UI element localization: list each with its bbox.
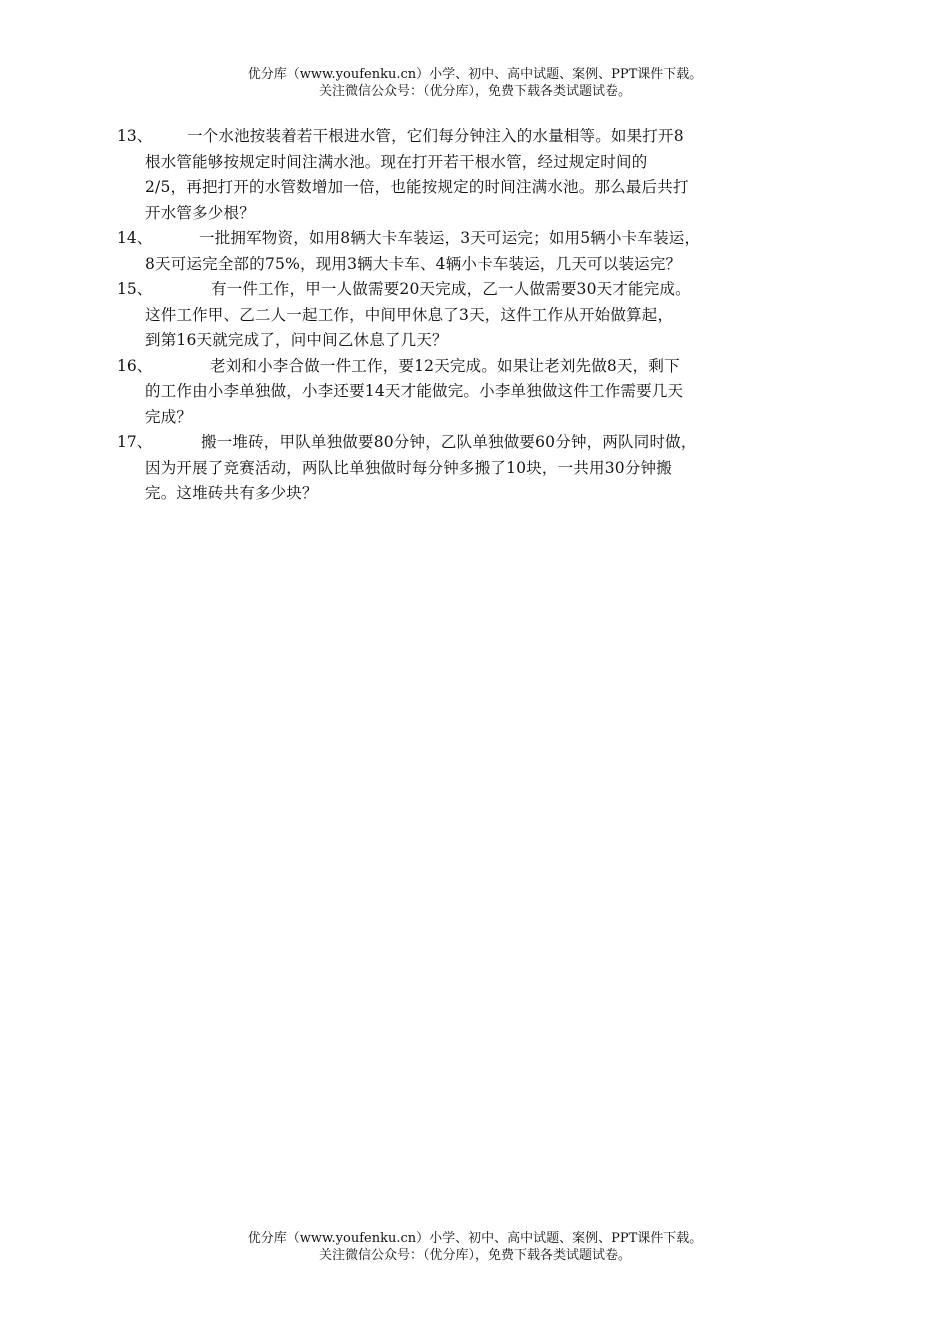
question-list (0, 124, 950, 507)
question-text-line: 老刘和小李合做一件工作，要12天完成。如果让老刘先做8天，剩下 (210, 356, 680, 375)
question-text-line: 完成？ (145, 407, 193, 426)
question-number: 17、 (117, 433, 153, 451)
footer-line-2: 关注微信公众号：（优分库），免费下载各类试题试卷。 (318, 1248, 631, 1263)
question-text-line: 开水管多少根？ (145, 203, 255, 222)
question-text-line: 2/5，再把打开的水管数增加一倍，也能按规定的时间注满水池。那么最后共打 (145, 178, 689, 196)
question-text-line: 到第16天就完成了，问中间乙休息了几天？ (145, 331, 448, 349)
question-text-line: 根水管能够按规定时间注满水池。现在打开若干根水管，经过规定时间的 (145, 152, 648, 171)
question-14 (0, 226, 950, 277)
question-text-line: 一批拥军物资，如用8辆大卡车装运，3天可运完；如用5辆小卡车装运， (199, 229, 701, 247)
question-text-line: 因为开展了竞赛活动，两队比单独做时每分钟多搬了10块，一共用30分钟搬 (145, 458, 672, 477)
question-17 (0, 430, 950, 507)
question-15 (0, 277, 950, 354)
header-line-1: 优分库（www.youfenku.cn）小学、初中、高中试题、案例、PPT课件下载。 (247, 67, 703, 82)
page-footer (0, 1230, 950, 1264)
question-number: 16、 (117, 356, 153, 375)
question-number: 14、 (117, 229, 153, 247)
question-text-line: 有一件工作，甲一人做需要20天完成，乙一人做需要30天才能完成。 (211, 280, 691, 298)
question-text-line: 的工作由小李单独做，小李还要14天才能做完。小李单独做这件工作需要几天 (145, 382, 684, 400)
question-text-line: 完。这堆砖共有多少块？ (145, 484, 318, 502)
footer-line-1: 优分库（www.youfenku.cn）小学、初中、高中试题、案例、PPT课件下载。 (247, 1231, 703, 1246)
question-text-line: 这件工作甲、乙二人一起工作，中间甲休息了3天，这件工作从开始做算起， (145, 305, 674, 324)
question-text-line: 8天可运完全部的75%，现用3辆大卡车、4辆小卡车装运，几天可以装运完？ (145, 254, 682, 273)
header-line-2: 关注微信公众号：（优分库），免费下载各类试题试卷。 (318, 84, 631, 99)
question-text-line: 搬一堆砖，甲队单独做要80分钟，乙队单独做要60分钟，两队同时做， (201, 433, 697, 451)
question-text-line: 一个水池按装着若干根进水管，它们每分钟注入的水量相等。如果打开8 (187, 127, 684, 145)
page-header (0, 66, 950, 100)
question-16 (0, 354, 950, 431)
question-number: 13、 (117, 127, 153, 145)
question-number: 15、 (117, 280, 153, 298)
question-13 (0, 124, 950, 226)
